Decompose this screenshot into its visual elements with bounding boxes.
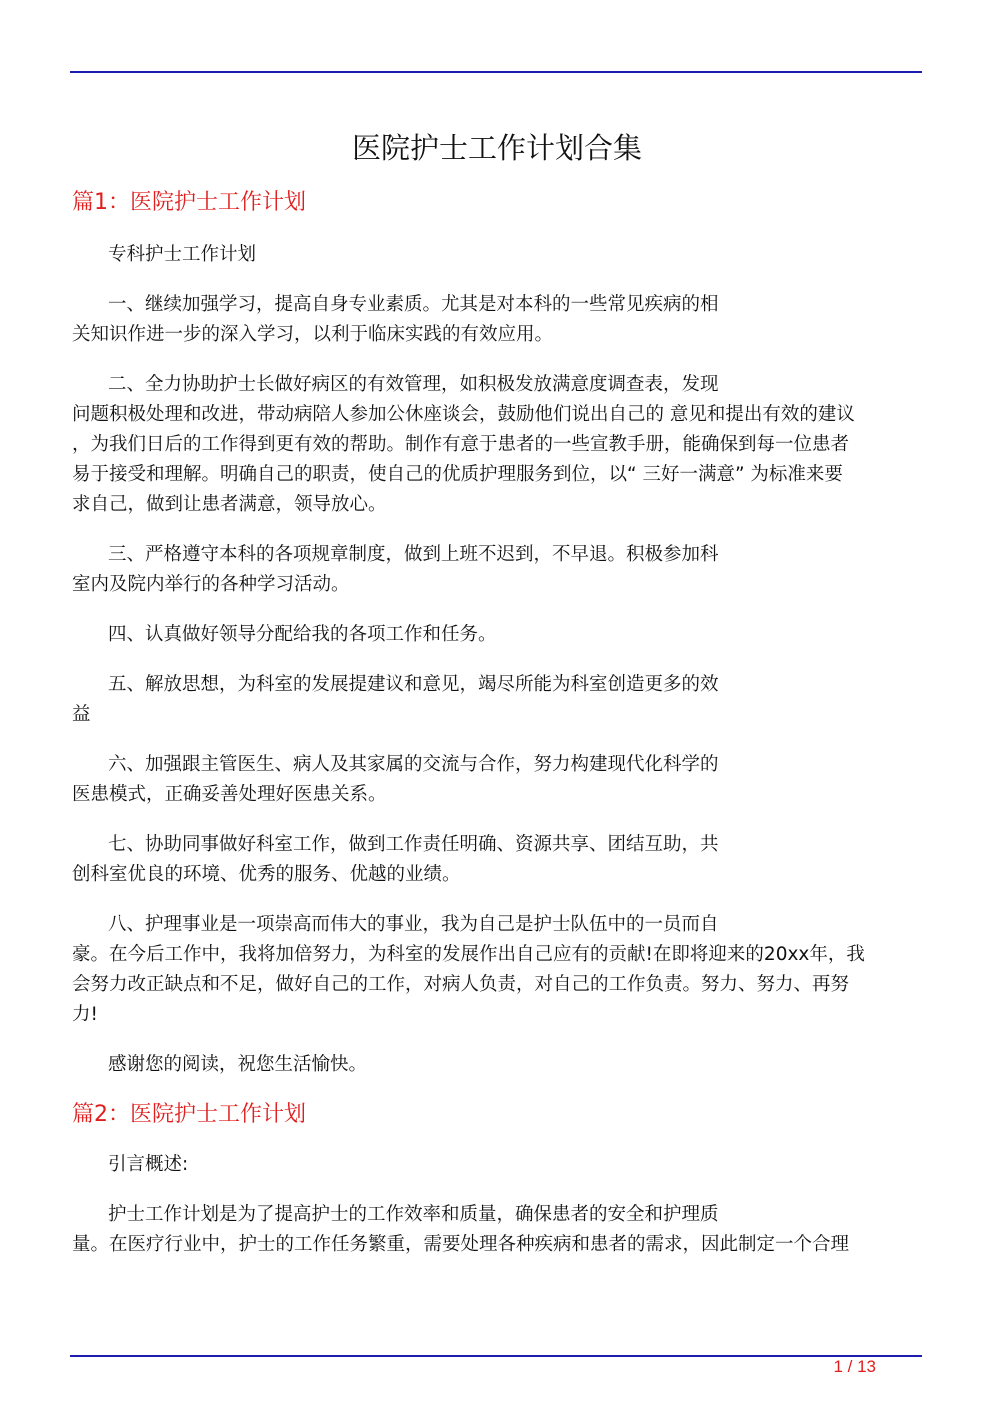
text-line: 医患模式，正确妥善处理好医患关系。 <box>72 784 387 805</box>
footer-rule <box>70 1355 922 1357</box>
text-line: 易于接受和理解。明确自己的职责，使自己的优质护理服务到位，以“ 三好一满意” 为标准来要 <box>72 464 843 485</box>
text-line: 会努力改正缺点和不足，做好自己的工作，对病人负责，对自己的工作负责。努力、努力、再努 <box>72 974 850 995</box>
text-line: 感谢您的阅读，祝您生活愉快。 <box>108 1054 368 1075</box>
text-line: 力! <box>72 1004 98 1025</box>
text-line: 引言概述: <box>108 1154 189 1175</box>
text-line: 七、协助同事做好科室工作，做到工作责任明确、资源共享、团结互助，共 <box>108 834 719 855</box>
paragraph <box>72 370 922 520</box>
text-line: ，为我们日后的工作得到更有效的帮助。制作有意于患者的一些宣教手册，能确保到每一位患者 <box>72 434 850 455</box>
document-title: 医院护士工作计划合集 <box>351 131 642 165</box>
document-body <box>72 128 922 1280</box>
text-line: 豪。在今后工作中，我将加倍努力，为科室的发展作出自己应有的贡献!在即将迎来的20xx年，我 <box>72 944 865 965</box>
paragraph <box>72 1200 922 1260</box>
text-line: 六、加强跟主管医生、病人及其家属的交流与合作，努力构建现代化科学的 <box>108 754 719 775</box>
text-line: 益 <box>72 704 91 725</box>
text-line: 二、全力协助护士长做好病区的有效管理，如积极发放满意度调查表，发现 <box>108 374 719 395</box>
text-line: 室内及院内举行的各种学习活动。 <box>72 574 350 595</box>
section-heading: 篇2：医院护士工作计划 <box>72 1102 306 1127</box>
text-line: 问题积极处理和改进，带动病陪人参加公休座谈会，鼓励他们说出自己的 意见和提出有效的建议 <box>72 404 855 425</box>
text-line: 求自己，做到让患者满意，领导放心。 <box>72 494 387 515</box>
paragraph <box>72 620 922 650</box>
text-line: 五、解放思想，为科室的发展提建议和意见，竭尽所能为科室创造更多的效 <box>108 674 719 695</box>
paragraph <box>72 750 922 810</box>
text-line: 专科护士工作计划 <box>108 244 257 265</box>
paragraph <box>72 830 922 890</box>
paragraph <box>72 240 922 270</box>
text-line: 一、继续加强学习，提高自身专业素质。尤其是对本科的一些常见疾病的相 <box>108 294 719 315</box>
paragraph <box>72 1150 922 1180</box>
text-line: 八、护理事业是一项崇高而伟大的事业，我为自己是护士队伍中的一员而自 <box>108 914 719 935</box>
paragraph <box>72 540 922 600</box>
paragraph <box>72 910 922 1030</box>
text-line: 四、认真做好领导分配给我的各项工作和任务。 <box>108 624 497 645</box>
text-line: 关知识作进一步的深入学习，以利于临床实践的有效应用。 <box>72 324 554 345</box>
page-number: 1 / 13 <box>833 1357 876 1376</box>
text-line: 护士工作计划是为了提高护士的工作效率和质量，确保患者的安全和护理质 <box>108 1204 719 1225</box>
section-heading: 篇1：医院护士工作计划 <box>72 190 306 215</box>
paragraph <box>72 670 922 730</box>
paragraph <box>72 290 922 350</box>
paragraph <box>72 1050 922 1080</box>
header-rule <box>70 71 922 73</box>
text-line: 创科室优良的环境、优秀的服务、优越的业绩。 <box>72 864 461 885</box>
text-line: 三、严格遵守本科的各项规章制度，做到上班不迟到，不早退。积极参加科 <box>108 544 719 565</box>
text-line: 量。在医疗行业中，护士的工作任务繁重，需要处理各种疾病和患者的需求，因此制定一个合理 <box>72 1234 850 1255</box>
